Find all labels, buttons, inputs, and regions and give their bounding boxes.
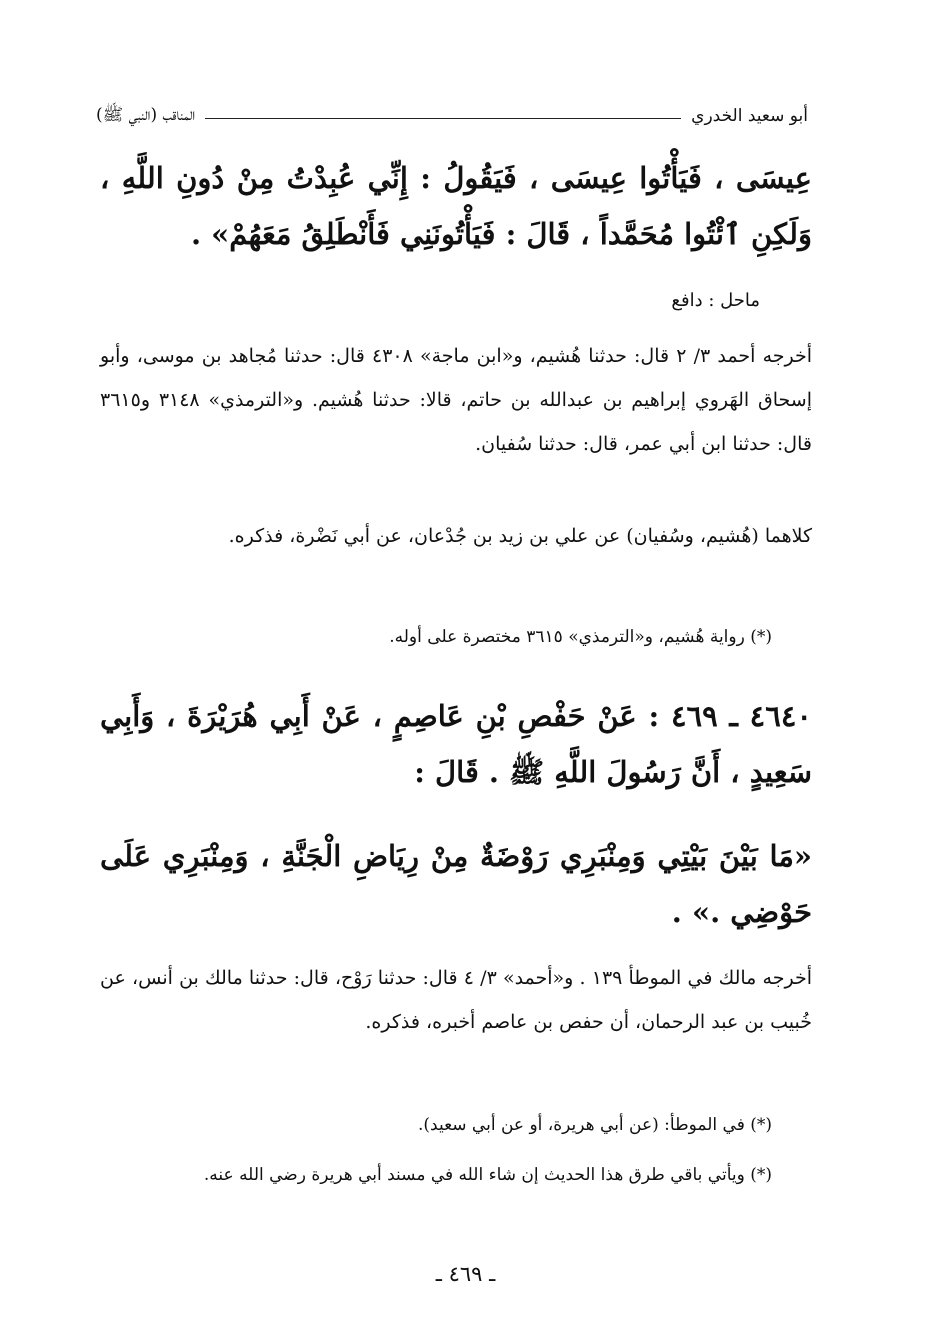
footnote-3: (*) ويأتي باقي طرق هذا الحديث إن شاء الله في مسند أبي هريرة رضي الله عنه. [203, 1165, 772, 1185]
footnote-2: (*) في الموطأ: (عن أبي هريرة، أو عن أبي سعيد). [417, 1115, 772, 1135]
header-rule [205, 118, 681, 119]
header-chapter-title: المناقب (النبي ﷺ) [96, 104, 196, 125]
word-definition: ماحل : دافع [671, 290, 760, 311]
footnote-1: (*) رواية هُشيم، و«الترمذي» ٣٦١٥ مختصرة على أوله. [389, 627, 772, 647]
takhrij-paragraph-1: أخرجه أحمد ٣/ ٢ قال: حدثنا هُشيم، و«ابن ماجة» ٤٣٠٨ قال: حدثنا مُجاهد بن موسى، وأبو إسحاق الهَروي إبراهيم بن عبدالله بن حاتم، قالا: حدثنا هُشيم. و«الترمذي» ٣١٤٨ و٣٦١٥ قال: حدثنا ابن أبي عمر، قال: حدثنا سُفيان. [100, 345, 813, 455]
takhrij-paragraph-2: كلاهما (هُشيم، وسُفيان) عن علي بن زيد بن جُدْعان، عن أبي نَضْرة، فذكره. [228, 525, 812, 547]
hadith-4640-matn: «مَا بَيْنَ بَيْتِي وَمِنْبَرِي رَوْضَةٌ مِنْ رِيَاضِ الْجَنَّةِ ، وَمِنْبَرِي عَلَى حَوْضِي .» . [100, 839, 812, 929]
hadith-4640-isnad: ٤٦٤٠ ـ ٤٦٩ : عَنْ حَفْصِ بْنِ عَاصِمٍ ، عَنْ أَبِي هُرَيْرَةَ ، وَأَبِي سَعِيدٍ ، أَنَّ رَسُولَ اللَّهِ ﷺ . قَالَ : [100, 699, 812, 789]
hadith-ending-text: عِيسَى ، فَيَأْتُوا عِيسَى ، فَيَقُولُ : إِنِّي عُبِدْتُ مِنْ دُونِ اللَّهِ ، وَلَكِنِ ٱئْتُوا مُحَمَّداً ، قَالَ : فَيَأْتُونَنِي فَأَنْطَلِقُ مَعَهُمْ» . [100, 161, 812, 251]
running-header [96, 96, 808, 136]
header-narrator-title: أبو سعيد الخدري [691, 106, 808, 126]
takhrij-paragraph-3: أخرجه مالك في الموطأ ١٣٩ . و«أحمد» ٣/ ٤ قال: حدثنا رَوْح، قال: حدثنا مالك بن أنس، عن خُبيب بن عبد الرحمان، أن حفص بن عاصم أخبره، فذكره. [100, 967, 812, 1033]
page-number: ـ ٤٦٩ ـ [435, 1262, 496, 1286]
